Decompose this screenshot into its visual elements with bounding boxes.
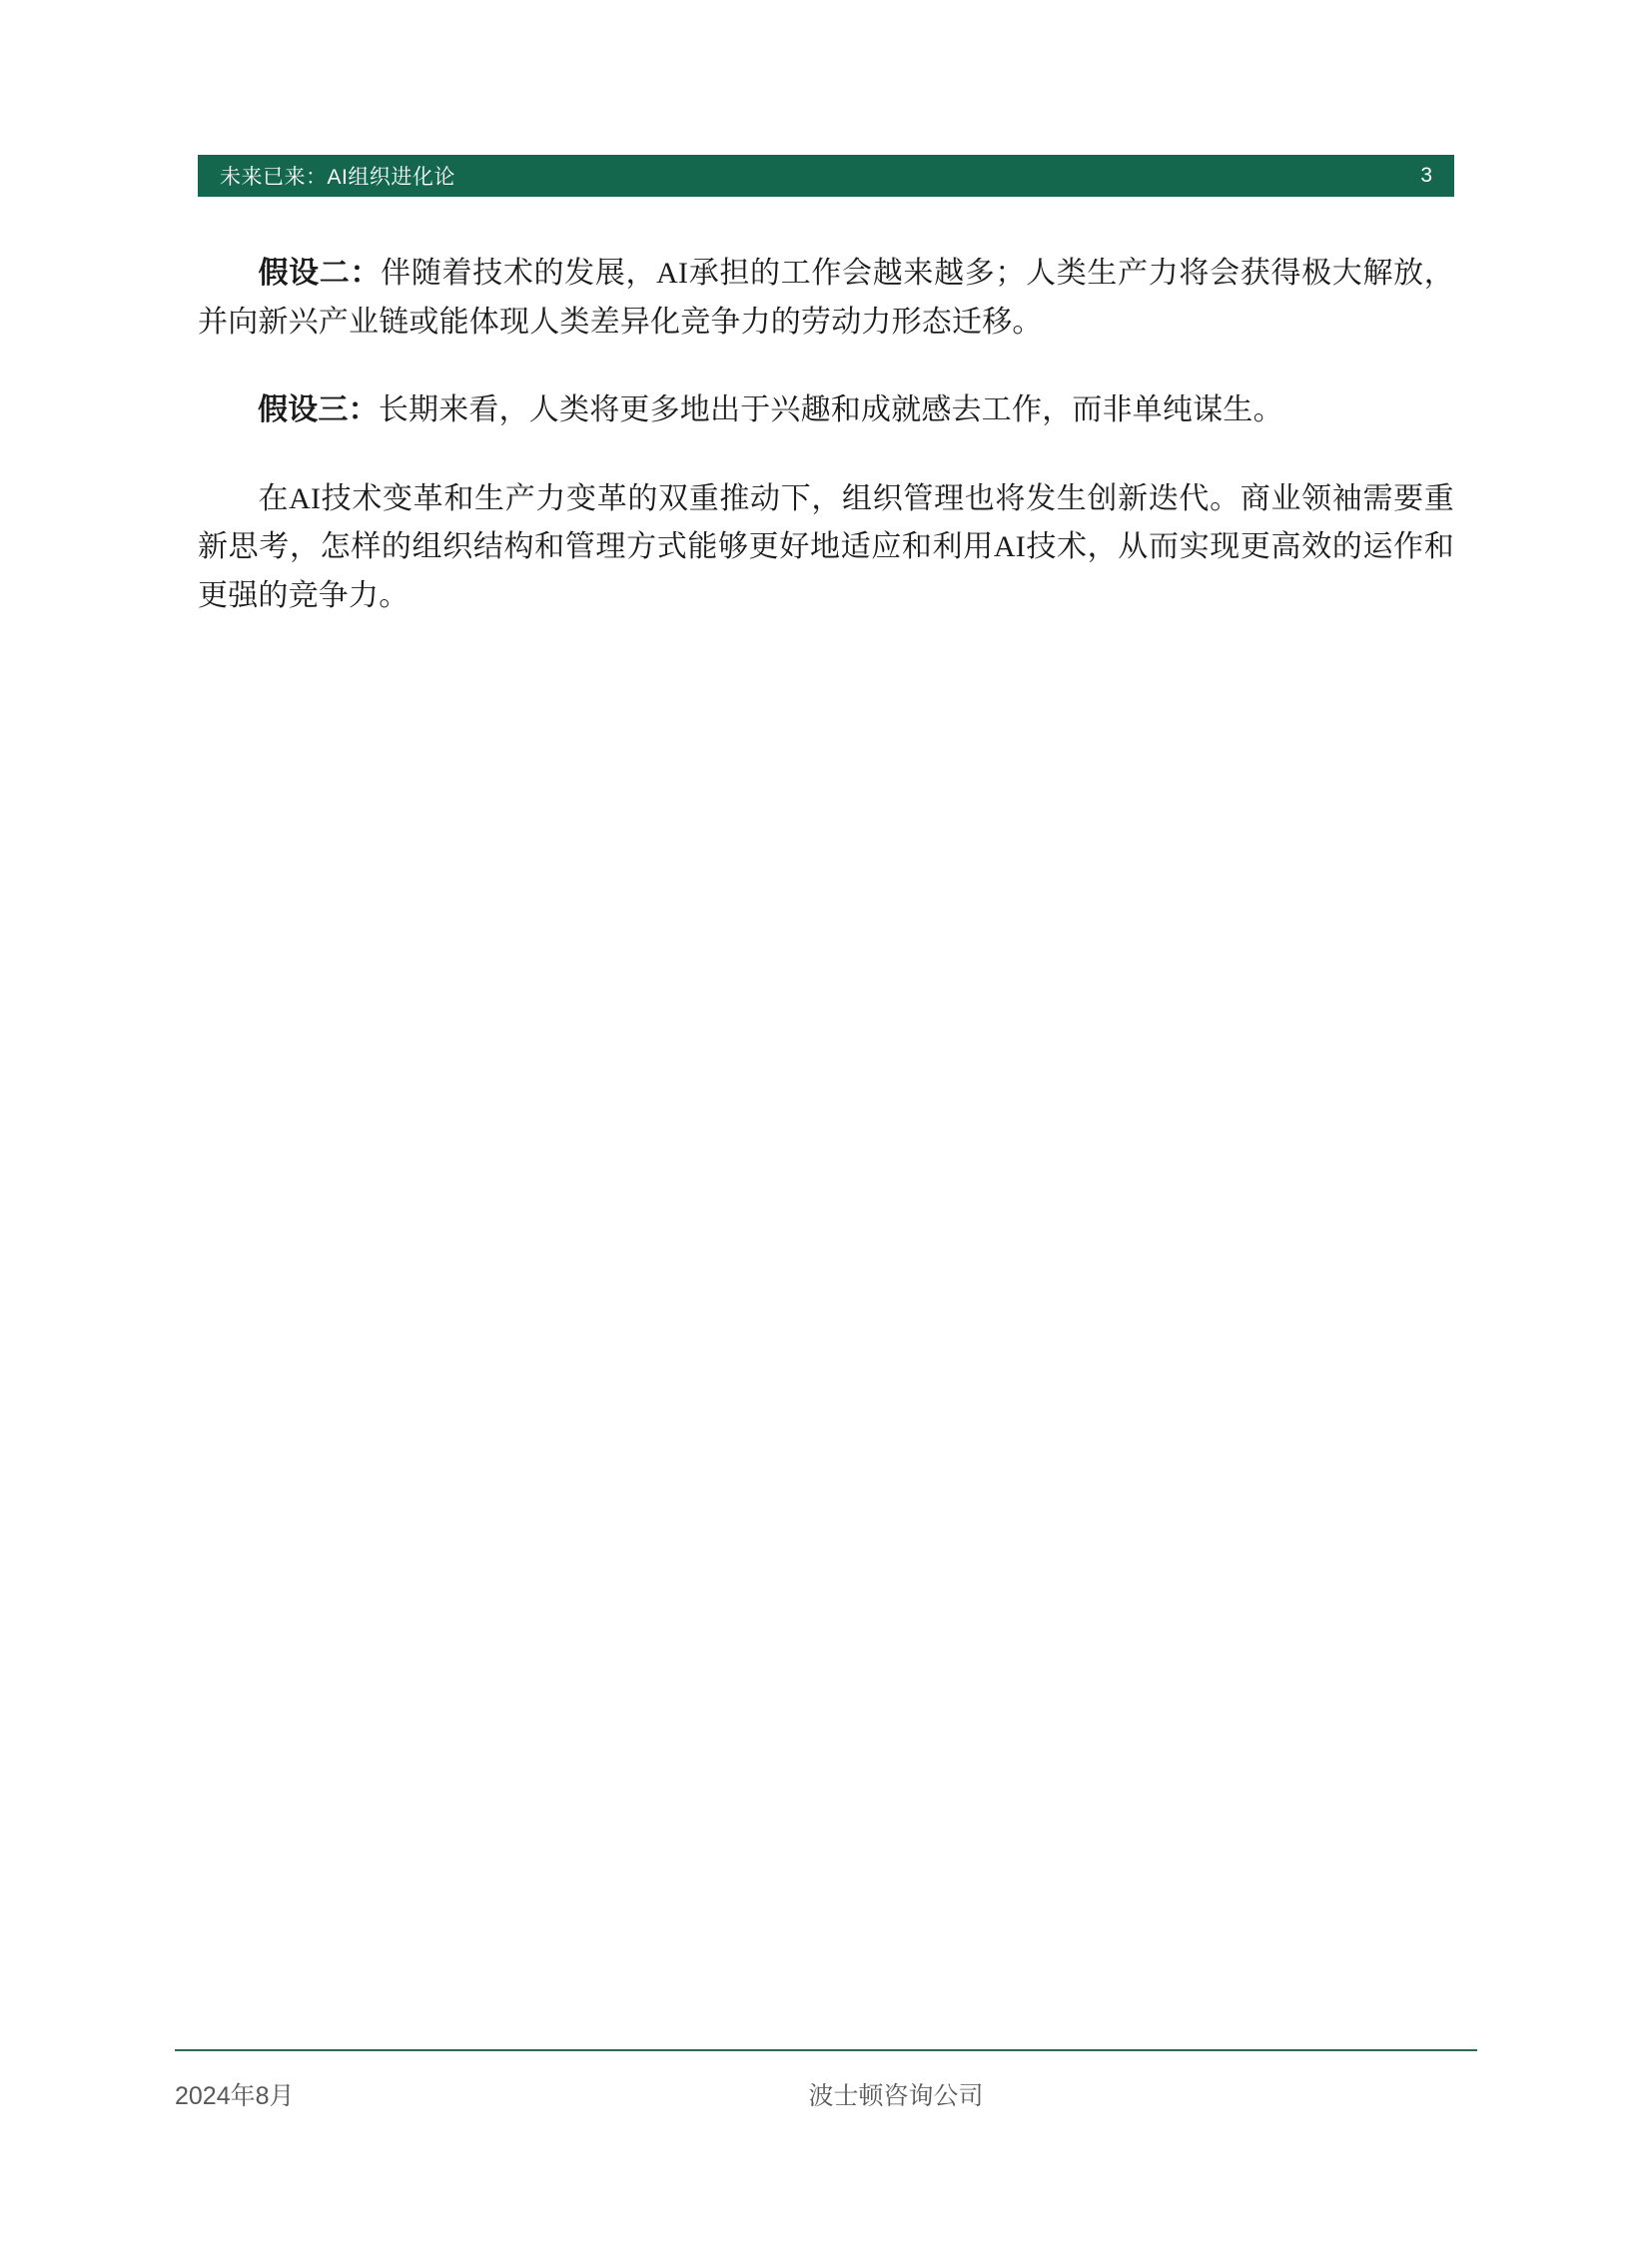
- paragraph-text: 在AI技术变革和生产力变革的双重推动下，组织管理也将发生创新迭代。商业领袖需要重新思考，怎样的组织结构和管理方式能够更好地适应和利用AI技术，从而实现更高效的运作和更强的竞争力。: [198, 481, 1454, 612]
- page-header-bar: [198, 155, 1454, 197]
- paragraph-assumption-three: [198, 386, 1454, 435]
- footer-date: 2024年8月: [175, 2082, 295, 2110]
- paragraph-text: 伴随着技术的发展，AI承担的工作会越来越多；人类生产力将会获得极大解放，并向新兴产业链或能体现人类差异化竞争力的劳动力形态迁移。: [198, 257, 1454, 339]
- paragraph-text: 长期来看，人类将更多地出于兴趣和成就感去工作，而非单纯谋生。: [378, 393, 1283, 427]
- document-body: [198, 250, 1454, 621]
- page-footer: [175, 2069, 1477, 2119]
- footer-organization: 波士顿咨询公司: [808, 2082, 984, 2110]
- paragraph-conclusion: [198, 475, 1454, 621]
- paragraph-lead: 假设三：: [258, 393, 379, 427]
- footer-divider: [175, 2049, 1477, 2051]
- document-title: 未来已来：AI组织进化论: [220, 166, 455, 189]
- page-number: 3: [1420, 164, 1432, 187]
- paragraph-lead: 假设二：: [258, 257, 382, 290]
- paragraph-assumption-two: [198, 250, 1454, 347]
